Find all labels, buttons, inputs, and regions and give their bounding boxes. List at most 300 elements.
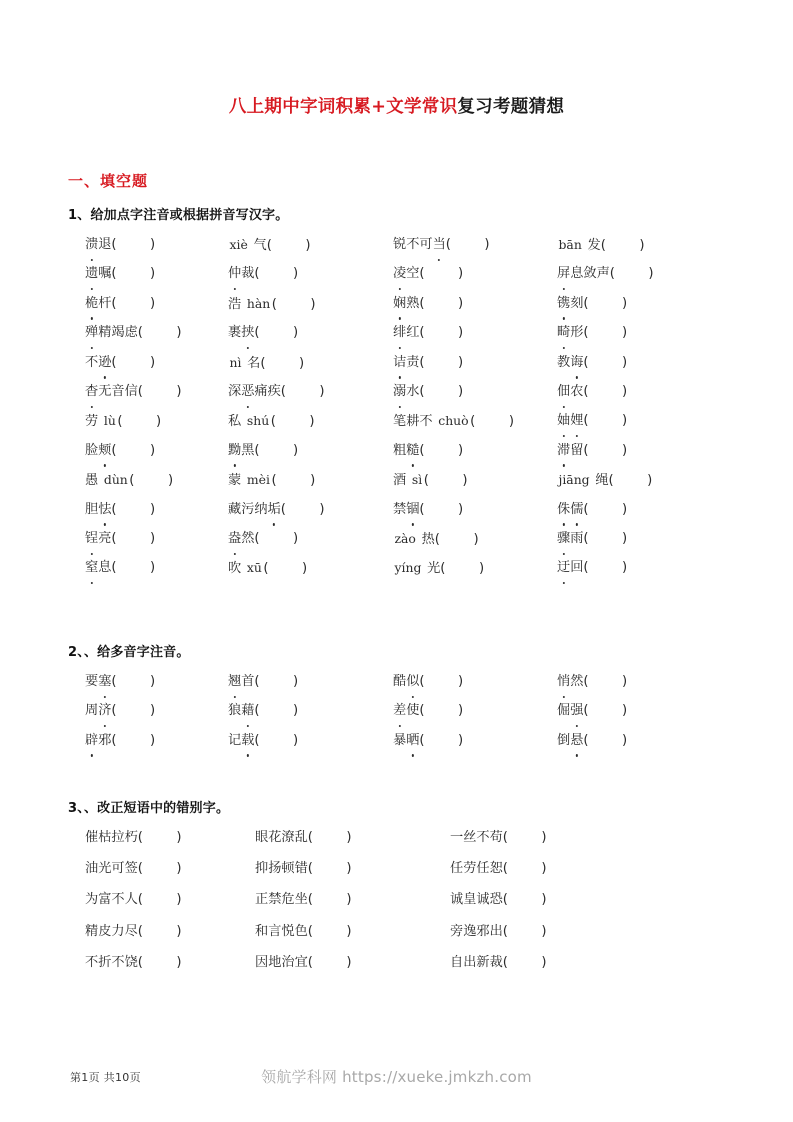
answer-blank[interactable]: ( ) [583, 295, 628, 311]
dotted-character: 盎 [228, 528, 241, 550]
answer-blank[interactable]: ( ) [111, 732, 156, 748]
character: 皇 [463, 892, 477, 908]
answer-blank[interactable]: ( ) [254, 530, 299, 546]
character: 熟 [406, 295, 420, 311]
dotted-character: 溃 [85, 234, 98, 256]
term-text [450, 952, 503, 974]
answer-blank[interactable]: ( ) [502, 861, 547, 877]
answer-blank[interactable]: ( ) [470, 414, 514, 430]
vocab-item [228, 557, 307, 580]
term-text [393, 700, 419, 722]
answer-blank[interactable]: ( ) [583, 325, 628, 341]
dotted-character: 儒 [570, 499, 583, 521]
character: 拉 [111, 830, 125, 845]
answer-blank[interactable]: ( ) [583, 732, 628, 748]
item-row [0, 952, 793, 983]
character: 信 [124, 383, 138, 399]
answer-blank[interactable]: ( ) [111, 703, 156, 719]
character: 不 [85, 354, 99, 370]
character: 亮 [98, 530, 112, 546]
answer-blank[interactable]: ( ) [307, 892, 352, 908]
character: 苟 [489, 830, 503, 845]
page-title-red: 八上期中字词积累+文学常识 [228, 97, 458, 117]
character: 旁 [450, 923, 464, 939]
answer-blank[interactable]: ( ) [137, 954, 182, 970]
vocab-item [85, 410, 161, 433]
dotted-character: 侏 [557, 499, 570, 521]
character: 退 [98, 237, 112, 252]
pinyin-text: jiāng [558, 472, 590, 488]
item-row [0, 671, 793, 700]
section-heading-fill-in-blank: 一、填空题 [68, 172, 149, 190]
term-text [557, 557, 583, 579]
character: 枯 [98, 830, 112, 845]
term-text [85, 921, 138, 943]
item-row [0, 730, 793, 759]
dotted-character: 锃 [85, 528, 98, 550]
vocab-item [393, 234, 490, 256]
character: 息 [570, 266, 584, 282]
vocab-item [450, 827, 547, 849]
answer-blank[interactable]: ( ) [254, 674, 299, 689]
character: 裁 [241, 266, 255, 282]
vocab-item [255, 889, 352, 911]
character: 地 [268, 954, 282, 970]
character: 音 [111, 383, 125, 399]
vocab-item [228, 528, 298, 550]
dotted-character: 殚 [85, 322, 98, 344]
dotted-character: 杳 [85, 381, 98, 403]
character: 黑 [241, 442, 255, 458]
dotted-character: 颊 [98, 440, 111, 462]
character: 禁 [268, 892, 282, 908]
item-row [0, 921, 793, 952]
character: 人 [124, 892, 138, 908]
answer-blank[interactable]: ( ) [583, 413, 628, 429]
answer-blank[interactable]: ( ) [419, 383, 464, 399]
dotted-character: 辟 [85, 730, 98, 752]
character: 深 [228, 383, 242, 399]
term-text [255, 858, 308, 880]
dotted-character: 佃 [557, 381, 570, 403]
pinyin-text: bān [558, 237, 582, 252]
term-text [255, 889, 308, 911]
pinyin-text: sì [411, 472, 423, 488]
character: 不 [111, 892, 125, 908]
answer-blank[interactable]: ( ) [263, 561, 308, 577]
term-text [557, 730, 583, 752]
vocab-item [228, 381, 325, 403]
answer-blank[interactable]: ( ) [280, 383, 325, 399]
dotted-character: 济 [98, 700, 111, 722]
character: 教 [557, 354, 571, 370]
term-text [228, 528, 254, 550]
vocab-item [228, 352, 304, 375]
term-text [393, 469, 424, 492]
vocab-item [228, 730, 298, 752]
answer-blank[interactable]: ( ) [609, 266, 654, 282]
term-text [228, 410, 271, 433]
answer-blank[interactable]: ( ) [419, 501, 464, 517]
answer-blank[interactable]: ( ) [583, 703, 628, 719]
answer-blank[interactable]: ( ) [254, 732, 299, 748]
answer-blank[interactable]: ( ) [137, 383, 182, 399]
term-text [393, 730, 419, 752]
vocab-item [557, 469, 652, 492]
answer-blank[interactable]: ( ) [502, 954, 547, 970]
answer-blank[interactable]: ( ) [137, 923, 182, 939]
character: 粗 [393, 442, 407, 458]
dotted-character: 遗 [85, 263, 98, 285]
vocab-item [557, 352, 627, 374]
character: 诚 [476, 892, 490, 908]
character: 蒙 [228, 473, 242, 489]
character: 农 [570, 383, 584, 399]
pinyin-text: xū [246, 560, 262, 576]
vocab-item [557, 410, 627, 432]
vocab-item [393, 322, 463, 344]
term-text [557, 293, 583, 315]
term-text [557, 700, 583, 722]
dotted-character: 诲 [570, 352, 583, 374]
dotted-character: 黝 [228, 440, 241, 462]
term-text [228, 352, 260, 375]
answer-blank[interactable]: ( ) [111, 560, 156, 576]
answer-blank[interactable]: ( ) [307, 923, 352, 939]
answer-blank[interactable]: ( ) [440, 561, 485, 577]
term-text [557, 499, 583, 521]
character: 扬 [268, 861, 282, 877]
character: 尽 [124, 923, 138, 939]
character: 耕 [406, 414, 420, 430]
character: 红 [406, 325, 420, 341]
answer-blank[interactable]: ( ) [445, 237, 490, 252]
character: 热 [421, 531, 435, 547]
vocab-item [85, 528, 155, 550]
dotted-character: 恶 [241, 381, 254, 403]
character: 出 [463, 954, 477, 970]
answer-blank[interactable]: ( ) [419, 325, 464, 341]
answer-blank[interactable]: ( ) [137, 830, 182, 845]
character: 油 [85, 861, 99, 877]
answer-blank[interactable]: ( ) [307, 861, 352, 877]
dotted-character: 怯 [98, 499, 111, 521]
vocab-item [393, 730, 463, 752]
answer-blank[interactable]: ( ) [111, 442, 156, 458]
dotted-character: 凌 [393, 263, 406, 285]
answer-blank[interactable]: ( ) [583, 674, 628, 689]
character: 劳 [463, 861, 477, 877]
character: 力 [111, 923, 125, 939]
term-text [228, 440, 254, 462]
answer-blank[interactable]: ( ) [137, 892, 182, 908]
vocab-item [85, 263, 155, 285]
term-text [85, 557, 111, 579]
character: 胆 [85, 501, 99, 517]
character: 可 [111, 861, 125, 877]
term-text [393, 322, 419, 344]
item-row [0, 293, 793, 322]
answer-blank[interactable]: ( ) [583, 530, 628, 546]
character: 乱 [294, 830, 308, 845]
vocab-item [450, 952, 547, 974]
character: 朽 [124, 830, 138, 845]
term-text [393, 293, 419, 315]
character: 邪 [476, 923, 490, 939]
answer-blank[interactable]: ( ) [111, 237, 156, 252]
answer-blank[interactable]: ( ) [419, 354, 464, 370]
term-text [228, 234, 267, 257]
dotted-character: 锢 [406, 499, 419, 521]
term-text [393, 410, 470, 433]
term-text [85, 858, 138, 880]
term-text [85, 671, 111, 693]
dotted-character: 强 [570, 700, 583, 722]
character: 顿 [281, 861, 295, 877]
answer-blank[interactable]: ( ) [270, 414, 315, 430]
term-text [557, 440, 583, 462]
answer-blank[interactable]: ( ) [419, 295, 464, 311]
term-text [450, 827, 503, 849]
answer-blank[interactable]: ( ) [254, 325, 299, 341]
character: 浩 [228, 296, 242, 312]
answer-blank[interactable]: ( ) [583, 501, 628, 517]
answer-blank[interactable]: ( ) [111, 354, 156, 370]
pinyin-text: xiè [229, 237, 248, 252]
character: 光 [98, 861, 112, 877]
answer-blank[interactable]: ( ) [419, 703, 464, 719]
character: 倔 [557, 703, 571, 719]
answer-blank[interactable]: ( ) [502, 830, 547, 845]
character: 不 [406, 237, 420, 252]
answer-blank[interactable]: ( ) [271, 473, 316, 489]
answer-blank[interactable]: ( ) [260, 355, 305, 371]
answer-blank[interactable]: ( ) [271, 296, 316, 312]
answer-blank[interactable]: ( ) [111, 501, 156, 517]
question-2-heading: 2、、给多音字注音。 [68, 645, 190, 660]
pinyin-text: lù [103, 413, 116, 429]
vocab-item [85, 381, 182, 403]
character: 形 [570, 325, 584, 341]
character: 折 [98, 954, 112, 970]
character: 富 [98, 892, 112, 908]
character: 嘱 [98, 266, 112, 282]
pinyin-text: dùn [103, 472, 128, 488]
answer-blank[interactable]: ( ) [266, 238, 311, 253]
character: 酒 [393, 473, 407, 489]
character: 可 [419, 237, 433, 252]
answer-blank[interactable]: ( ) [307, 954, 352, 970]
character: 愚 [85, 473, 99, 489]
answer-blank[interactable]: ( ) [254, 703, 299, 719]
character: 邪 [98, 732, 112, 748]
vocab-item [450, 889, 547, 911]
vocab-item [228, 671, 298, 693]
answer-blank[interactable]: ( ) [419, 442, 464, 458]
character: 恕 [489, 861, 503, 877]
item-row [0, 234, 793, 263]
character: 无 [98, 383, 112, 399]
question-3-heading: 3、、改正短语中的错别字。 [68, 801, 230, 816]
answer-blank[interactable]: ( ) [419, 732, 464, 748]
vocab-item [228, 700, 298, 722]
character: 抑 [255, 861, 269, 877]
vocab-item [85, 322, 182, 344]
vocab-item [85, 352, 155, 374]
term-text [228, 671, 254, 693]
vocab-item [557, 730, 627, 752]
vocab-item [393, 499, 463, 521]
vocab-item [228, 234, 311, 257]
answer-blank[interactable]: ( ) [419, 266, 464, 282]
vocab-item [450, 921, 547, 943]
character: 宜 [294, 954, 308, 970]
character: 花 [268, 830, 282, 845]
question-1-items [0, 234, 793, 587]
term-text [557, 234, 601, 257]
vocab-item [557, 700, 627, 722]
answer-blank[interactable]: ( ) [129, 473, 174, 489]
vocab-item [85, 671, 155, 693]
pinyin-text: chuò [438, 413, 469, 429]
vocab-item [393, 671, 463, 693]
answer-blank[interactable]: ( ) [137, 861, 182, 877]
vocab-item [393, 528, 479, 551]
character: 首 [241, 674, 255, 689]
dotted-character: 屏 [557, 263, 570, 285]
item-row [0, 700, 793, 729]
character: 皮 [98, 923, 112, 939]
term-text [393, 263, 419, 285]
character: 回 [570, 560, 584, 576]
character: 出 [489, 923, 503, 939]
dotted-character: 娴 [393, 293, 406, 315]
character: 不 [85, 954, 99, 970]
term-text [85, 499, 111, 521]
character: 不 [419, 414, 433, 430]
character: 要 [85, 674, 99, 689]
vocab-item [255, 858, 352, 880]
answer-blank[interactable]: ( ) [423, 473, 468, 489]
character: 污 [241, 501, 255, 517]
answer-blank[interactable]: ( ) [254, 442, 299, 458]
answer-blank[interactable]: ( ) [434, 531, 479, 547]
answer-blank[interactable]: ( ) [583, 383, 628, 399]
item-row [0, 557, 793, 586]
character: 精 [98, 325, 112, 341]
term-text [450, 921, 503, 943]
character: 裹 [228, 325, 242, 341]
answer-blank[interactable]: ( ) [111, 266, 156, 282]
character: 记 [228, 732, 242, 748]
character: 笔 [393, 414, 407, 430]
dotted-character: 镌 [557, 293, 570, 315]
character: 雨 [570, 530, 584, 546]
dotted-character: 迂 [557, 557, 570, 579]
term-text [393, 671, 419, 693]
character: 逸 [463, 923, 477, 939]
character: 锐 [393, 237, 407, 252]
answer-blank[interactable]: ( ) [117, 414, 162, 430]
character: 脸 [85, 442, 99, 458]
character: 新 [476, 954, 490, 970]
character: 敛 [583, 266, 597, 282]
answer-blank[interactable]: ( ) [583, 442, 628, 458]
vocab-item [85, 827, 182, 849]
character: 言 [268, 923, 282, 939]
vocab-item [557, 671, 627, 693]
character: 悦 [281, 923, 295, 939]
answer-blank[interactable]: ( ) [502, 923, 547, 939]
term-text [393, 499, 419, 521]
answer-blank[interactable]: ( ) [111, 295, 156, 311]
answer-blank[interactable]: ( ) [137, 325, 182, 341]
dotted-character: 桅 [85, 293, 98, 315]
dotted-character: 诘 [393, 352, 406, 374]
vocab-item [450, 858, 547, 880]
answer-blank[interactable]: ( ) [254, 266, 299, 282]
character: 治 [281, 954, 295, 970]
vocab-item [85, 293, 155, 315]
dotted-character: 溺 [393, 381, 406, 403]
character: 虑 [124, 325, 138, 341]
answer-blank[interactable]: ( ) [419, 674, 464, 689]
character: 一 [450, 830, 464, 845]
answer-blank[interactable]: ( ) [583, 560, 628, 576]
term-text [85, 410, 117, 433]
term-text [393, 557, 440, 580]
answer-blank[interactable]: ( ) [307, 830, 352, 845]
character: 藏 [228, 501, 242, 517]
answer-blank[interactable]: ( ) [111, 674, 156, 689]
character: 周 [85, 703, 99, 719]
vocab-item [557, 234, 645, 257]
vocab-item [85, 234, 155, 256]
character: 危 [281, 892, 295, 908]
answer-blank[interactable]: ( ) [502, 892, 547, 908]
question-2-items [0, 671, 793, 759]
term-text [228, 557, 263, 580]
character: 精 [85, 923, 99, 939]
character: 疾 [267, 383, 281, 399]
answer-blank[interactable]: ( ) [583, 354, 628, 370]
vocab-item [228, 440, 298, 462]
pinyin-text: nì [229, 354, 242, 370]
term-text [85, 263, 111, 285]
vocab-item [85, 730, 155, 752]
answer-blank[interactable]: ( ) [111, 530, 156, 546]
character: 息 [98, 560, 112, 576]
vocab-item [393, 410, 514, 433]
term-text [393, 352, 419, 374]
term-text [85, 381, 138, 403]
answer-blank[interactable]: ( ) [600, 238, 645, 253]
dotted-character: 畸 [557, 322, 570, 344]
vocab-item [557, 293, 627, 315]
answer-blank[interactable]: ( ) [608, 473, 653, 489]
character: 催 [85, 830, 99, 845]
item-row [0, 889, 793, 920]
term-text [557, 322, 583, 344]
item-row [0, 410, 793, 439]
vocab-item [557, 557, 627, 579]
term-text [228, 381, 281, 403]
vocab-item [85, 858, 182, 880]
answer-blank[interactable]: ( ) [280, 501, 325, 517]
character: 空 [406, 266, 420, 282]
term-text [228, 469, 271, 492]
item-row [0, 469, 793, 498]
